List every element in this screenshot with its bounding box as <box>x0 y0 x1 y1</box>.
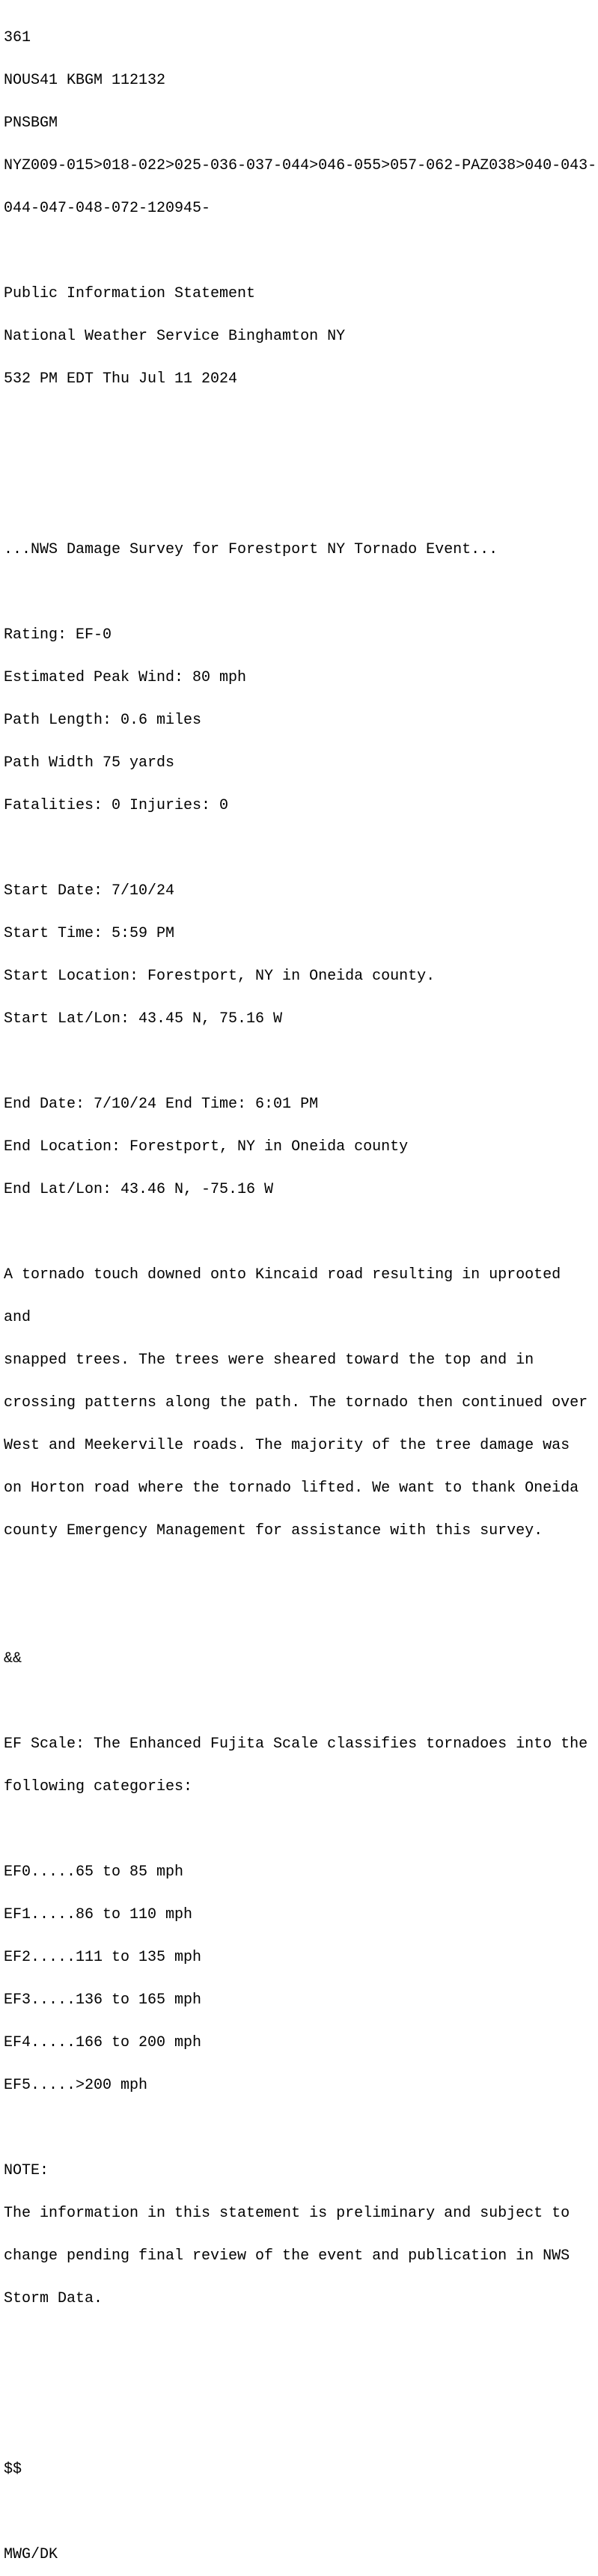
start-latlon: Start Lat/Lon: 43.45 N, 75.16 W <box>4 1010 283 1028</box>
survey-headline: ...NWS Damage Survey for Forestport NY Tornado Event... <box>4 541 498 558</box>
blank-line <box>4 415 598 429</box>
wmo-header: NOUS41 KBGM 112132 <box>4 72 166 89</box>
narrative-line: county Emergency Management for assistance with this survey. <box>4 1522 543 1539</box>
narrative-line: crossing patterns along the path. The tornado then continued over <box>4 1394 588 1411</box>
blank-line <box>4 2420 598 2434</box>
end-latlon: End Lat/Lon: 43.46 N, -75.16 W <box>4 1181 274 1198</box>
path-length: Path Length: 0.6 miles <box>4 712 202 729</box>
product-number: 361 <box>4 29 31 46</box>
rating: Rating: EF-0 <box>4 626 112 644</box>
ef-category: EF2.....111 to 135 mph <box>4 1949 202 1966</box>
blank-line <box>4 2505 598 2519</box>
zone-codes-line-2: 044-047-048-072-120945- <box>4 200 211 217</box>
product-title: Public Information Statement <box>4 285 256 302</box>
path-width: Path Width 75 yards <box>4 754 175 772</box>
blank-line <box>4 1225 598 1239</box>
narrative-line: West and Meekerville roads. The majority of the tree damage was <box>4 1437 570 1454</box>
blank-line <box>4 1609 598 1623</box>
ef-scale-intro: EF Scale: The Enhanced Fujita Scale classifies tornadoes into the <box>4 1736 588 1753</box>
blank-line <box>4 244 598 258</box>
awips-id: PNSBGM <box>4 115 58 132</box>
end-marker: $$ <box>4 2461 22 2478</box>
note-line: Storm Data. <box>4 2290 103 2307</box>
ef-category: EF3.....136 to 165 mph <box>4 1991 202 2009</box>
ef-category: EF5.....>200 mph <box>4 2077 148 2094</box>
blank-line <box>4 2377 598 2391</box>
blank-line <box>4 1566 598 1581</box>
start-time: Start Time: 5:59 PM <box>4 925 175 942</box>
issuing-office: National Weather Service Binghamton NY <box>4 328 346 345</box>
end-location: End Location: Forestport, NY in Oneida county <box>4 1138 409 1156</box>
zone-codes-line-1: NYZ009-015>018-022>025-036-037-044>046-055>057-062-PAZ038>040-043- <box>4 157 597 174</box>
ef-scale-intro: following categories: <box>4 1778 193 1795</box>
ef-category: EF4.....166 to 200 mph <box>4 2034 202 2051</box>
start-date: Start Date: 7/10/24 <box>4 882 175 900</box>
ef-category: EF1.....86 to 110 mph <box>4 1906 193 1923</box>
casualties: Fatalities: 0 Injuries: 0 <box>4 797 229 814</box>
note-line: The information in this statement is preliminary and subject to <box>4 2205 570 2222</box>
note-line: change pending final review of the event and publication in NWS <box>4 2247 570 2265</box>
narrative-line: on Horton road where the tornado lifted. We want to thank Oneida <box>4 1480 579 1497</box>
note-label: NOTE: <box>4 2162 49 2179</box>
section-separator: && <box>4 1650 22 1667</box>
blank-line <box>4 841 598 855</box>
ef-category: EF0.....65 to 85 mph <box>4 1864 184 1881</box>
blank-line <box>4 1694 598 1709</box>
author-signature: MWG/DK <box>4 2546 58 2563</box>
blank-line <box>4 2121 598 2135</box>
blank-line <box>4 457 598 471</box>
blank-line <box>4 1054 598 1069</box>
blank-line <box>4 585 598 599</box>
issue-time: 532 PM EDT Thu Jul 11 2024 <box>4 370 238 388</box>
end-date-time: End Date: 7/10/24 End Time: 6:01 PM <box>4 1096 319 1113</box>
peak-wind: Estimated Peak Wind: 80 mph <box>4 669 247 686</box>
blank-line <box>4 1822 598 1837</box>
blank-line <box>4 2334 598 2348</box>
narrative-line: snapped trees. The trees were sheared toward the top and in <box>4 1352 534 1369</box>
start-location: Start Location: Forestport, NY in Oneida county. <box>4 968 436 985</box>
narrative-line: and <box>4 1309 31 1326</box>
narrative-line: A tornado touch downed onto Kincaid road resulting in uprooted <box>4 1266 561 1284</box>
blank-line <box>4 500 598 514</box>
